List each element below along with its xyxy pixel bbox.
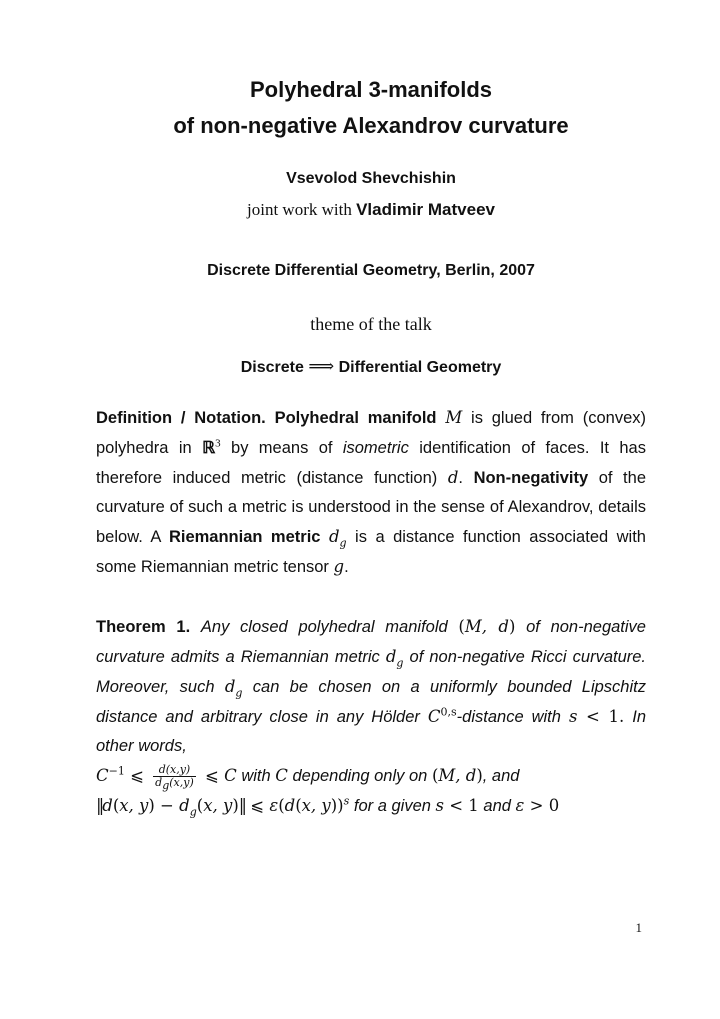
author: Vsevolod Shevchishin [286,170,456,187]
term-polyhedral-manifold: Polyhedral manifold [274,409,437,427]
joint-work-line [96,200,646,220]
theme-left: Discrete [240,359,304,376]
theorem-heading: Theorem 1. [96,618,191,636]
theme-right: Differential Geometry [338,359,502,376]
theorem-paragraph: Theorem 1. Any closed polyhedral manifold (M, d) of non-negative curvature admits a Riemannian metric $d_g$ of non-negative Ricci curvature. Moreover, such $d_g$ can be chosen on a uniformly bounded Lipschitz distance and arbitrary close in any Hölder C$^{0,s}$-distance with s < 1. In other words, $C^{-1}$ ⩽ $\frac{d(x,y)}{d_g(x,y)}$ ⩽ C with C depending only on (M, d), and ‖d(x, $y) - d_g(x$, y)‖ ⩽ ε(d(x, y))$^s$ for a given s < 1 and ε > 0 [96,617,647,819]
theme-line [96,356,646,377]
term-riemannian-metric: Riemannian metric [168,528,321,546]
isometric-term: isometric [342,439,409,457]
holder-inequality: ‖d(x, $y) - d_g(x$, y)‖ ⩽ ε(d(x, y))$^s$ [96,794,350,819]
title-block [96,72,646,144]
title-line-2: of non-negative Alexandrov curvature [173,113,569,138]
definition-paragraph: Definition / Notation. Polyhedral manifold M is glued from (convex) polyhedra in ℝ$^3$ by means of isometric identification of faces. It has therefore induced metric (distance function) d. Non-negativity of the curvature of such a metric is understood in the sense of Alexandrov, details below. A Riemannian metric $d_g$ is a distance function associated with some Riemannian metric tensor g. [96,408,647,576]
coauthor-name: Vladimir Matveev [356,200,495,219]
page-number: 1 [635,920,642,935]
lipschitz-inequality: $C^{-1}$ ⩽ $\frac{d(x,y)}{d_g(x,y)}$ ⩽ C [96,763,237,793]
theme-label: theme of the talk [310,314,432,334]
implies-arrow: ⟹ [308,356,335,376]
term-non-negativity: Non-negativity [473,469,589,487]
definition-heading: Definition / Notation. [96,409,266,427]
joint-work-prefix: joint work with [247,200,352,219]
conference: Discrete Differential Geometry, Berlin, 2007 [207,262,535,279]
title-line-1: Polyhedral 3-manifolds [249,77,493,102]
